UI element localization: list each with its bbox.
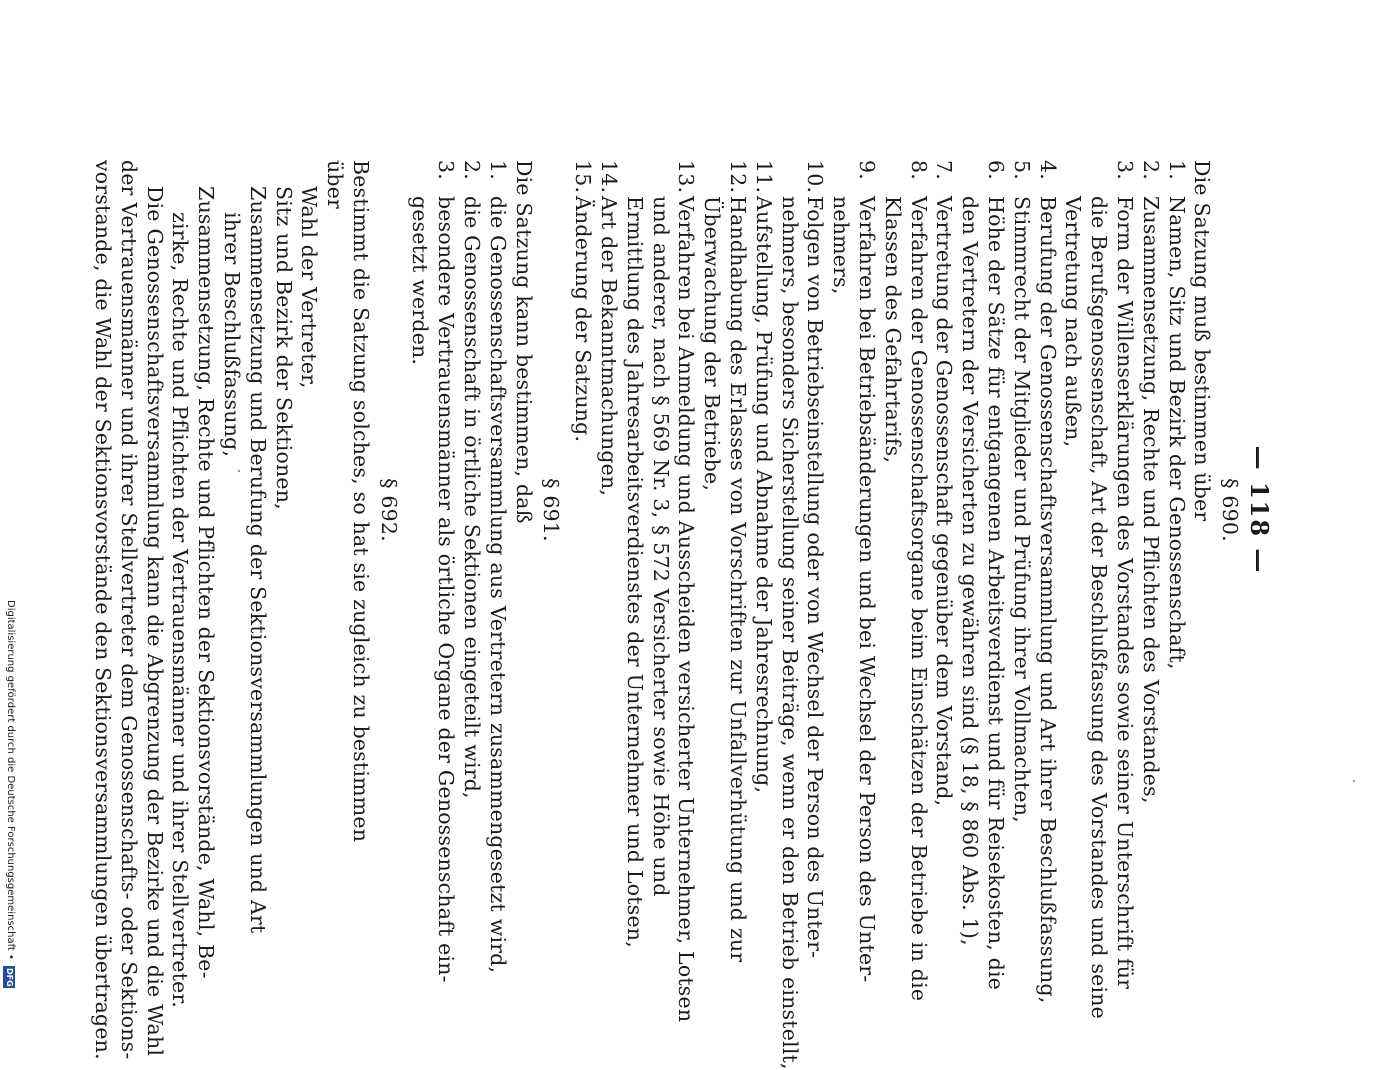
- item-text-line: die Berufsgenossenschaft, Art der Beschlußfassung des Vorstandes und seine: [1087, 196, 1112, 1019]
- digitization-credit: [0, 600, 20, 1000]
- item-text-line: Zusammensetzung, Rechte und Pflichten des Vorstandes,: [1138, 196, 1163, 804]
- section-692-list-line: ihrer Beschlußfassung,: [219, 212, 244, 458]
- section-692-list-line: Zusammensetzung und Berufung der Sektionsversammlungen und Art: [245, 186, 270, 934]
- item-number: 2.: [1138, 160, 1163, 180]
- section-690-list: [569, 160, 1189, 1070]
- item-number: 12.: [726, 160, 751, 194]
- item-text-line: Höhe der Sätze für entgangenen Arbeitsverdienst und für Reisekosten, die: [984, 196, 1009, 991]
- item-text-line: gesetzt werden.: [408, 196, 433, 366]
- item-number: 3.: [434, 160, 459, 180]
- item-text-line: besondere Vertrauensmänner als örtliche Organe der Genossenschaft ein-: [434, 196, 459, 983]
- section-690-item: [827, 160, 880, 983]
- section-690-item: [595, 160, 621, 860]
- item-text-line: Namen, Sitz und Bezirk der Genossenschaft,: [1164, 196, 1189, 670]
- section-690-item: [1034, 160, 1060, 1004]
- section-690-item: [569, 160, 595, 860]
- scan-speck: [238, 470, 240, 472]
- section-692-list: [167, 160, 322, 1008]
- item-text-line: Ermittlung des Jahresarbeitsverdienstes der Unternehmer und Lotsen,: [622, 196, 647, 948]
- section-692-closing-paragraph: [89, 160, 167, 1060]
- section-691-heading: § 691.: [539, 478, 564, 542]
- item-number: 1.: [485, 160, 510, 180]
- section-690-item: [621, 160, 699, 1023]
- section-690-intro: Die Satzung muß bestimmen über: [1190, 160, 1215, 522]
- item-text-line: Klassen des Gefahrtarifs,: [880, 196, 905, 464]
- item-text-line: Vertretung der Genossenschaft gegenüber dem Vorstand,: [932, 196, 957, 807]
- section-690-item: [1137, 160, 1163, 860]
- item-text-line: Aufstellung, Prüfung und Abnahme der Jahresrechnung,: [751, 196, 776, 794]
- item-text-line: Form der Willenserklärungen des Vorstandes sowie seiner Unterschrift für: [1113, 196, 1138, 990]
- item-text-line: Vertretung nach außen,: [1061, 196, 1086, 448]
- section-690-heading: § 690.: [1218, 478, 1243, 542]
- section-690-item: [776, 160, 828, 1070]
- dfg-logo: DFG: [5, 967, 14, 987]
- item-text-line: Handhabung des Erlasses von Vorschriften zur Unfallverhütung und zur: [726, 196, 751, 963]
- rotated-document-page: [90, 160, 1274, 1070]
- section-690-item: [931, 160, 957, 860]
- section-690-item: [1163, 160, 1189, 860]
- item-number: 15.: [571, 160, 596, 194]
- item-text-line: Art der Bekanntmachungen,: [597, 196, 622, 497]
- item-text-line: den Vertretern der Versicherten zu gewähren sind (§ 18, § 860 Abs. 1),: [958, 196, 983, 946]
- item-text-line: und anderer, nach § 569 Nr. 3, § 572 Versicherter sowie Höhe und: [648, 196, 673, 897]
- item-number: 6.: [984, 160, 1009, 180]
- item-number: 7.: [932, 160, 957, 180]
- closing-line: vorstande, die Wahl der Sektionsvorstände den Sektionsversammlungen übertragen.: [90, 160, 115, 1060]
- section-690: [569, 160, 1243, 1070]
- item-number: 4.: [1035, 160, 1060, 180]
- section-691-item: [458, 160, 484, 860]
- section-690-item: [698, 160, 751, 963]
- section-691-item: [407, 160, 459, 983]
- item-number: 5.: [1009, 160, 1034, 180]
- item-text-line: nehmers, besonders Sicherstellung seiner Beiträge, wenn er den Betrieb einstellt,: [777, 196, 802, 1070]
- scan-speck: [1353, 780, 1355, 782]
- section-692-heading: § 692.: [376, 478, 401, 542]
- item-number: 8.: [906, 160, 931, 180]
- section-691: [407, 160, 564, 983]
- item-number: 9.: [855, 160, 880, 180]
- page-number: — 118 —: [1245, 445, 1274, 575]
- section-690-item: [1008, 160, 1034, 860]
- item-text-line: Verfahren bei Betriebsänderungen und bei Wechsel der Person des Unter-: [855, 196, 880, 983]
- section-691-item: [484, 160, 510, 974]
- section-692-list-line: Zusammensetzung, Rechte und Pflichten der Sektionsvorstände, Wahl, Be-: [194, 186, 219, 979]
- section-692: [89, 160, 401, 1060]
- item-text-line: Änderung der Satzung.: [571, 196, 596, 443]
- closing-line: Die Genossenschaftsversammlung kann die Abgrenzung der Bezirke und die Wahl: [142, 186, 167, 1057]
- section-690-item: [956, 160, 1009, 991]
- section-692-list-line: zirke, Rechte und Pflichten der Vertrauensmänner und ihrer Stellvertreter.: [168, 212, 193, 1008]
- section-691-list: [407, 160, 510, 983]
- section-692-intro: Bestimmt die Satzung solches, so hat sie zugleich zu bestimmen über: [323, 160, 373, 843]
- item-number: 10.: [803, 160, 828, 194]
- item-number: 3.: [1113, 160, 1138, 180]
- section-692-list-line: Sitz und Bezirk der Sektionen,: [271, 186, 296, 510]
- item-text-line: Berufung der Genossenschaftsversammlung und Art ihrer Beschlußfassung,: [1035, 196, 1060, 1004]
- item-number: 2.: [460, 160, 485, 180]
- item-number: 13.: [674, 160, 699, 194]
- section-692-list-line: Wahl der Vertreter,: [297, 186, 322, 389]
- item-text-line: die Genossenschaft in örtliche Sektionen eingeteilt wird,: [460, 196, 485, 799]
- section-690-item: [879, 160, 931, 1002]
- item-text-line: Folgen von Betriebseinstellung oder von Wechsel der Person des Unter-: [803, 196, 828, 959]
- section-691-intro: Die Satzung kann bestimmen, daß: [511, 160, 536, 524]
- item-number: 14.: [597, 160, 622, 194]
- item-text-line: Überwachung der Betriebe,: [700, 196, 725, 492]
- item-text-line: Verfahren bei Anmeldung und Ausscheiden versicherter Unternehmer, Lotsen: [674, 196, 699, 1023]
- closing-line: der Vertrauensmänner und ihrer Stellvertreter dem Genossenschafts- oder Sektions-: [116, 160, 141, 1060]
- section-690-item: [1060, 160, 1138, 1019]
- item-text-line: nehmers,: [829, 196, 854, 295]
- item-number: 11.: [751, 160, 776, 194]
- item-text-line: die Genossenschaftsversammlung aus Vertretern zusammengesetzt wird,: [485, 196, 510, 974]
- item-number: 1.: [1164, 160, 1189, 180]
- digitization-credit-text: Digitalisierung gefördert durch die Deutsche Forschungsgemeinschaft •: [5, 600, 16, 960]
- item-text-line: Verfahren der Genossenschaftsorgane beim Einschätzen der Betriebe in die: [906, 196, 931, 1002]
- item-text-line: Stimmrecht der Mitglieder und Prüfung ihrer Vollmachten,: [1009, 196, 1034, 823]
- section-690-item: [750, 160, 776, 860]
